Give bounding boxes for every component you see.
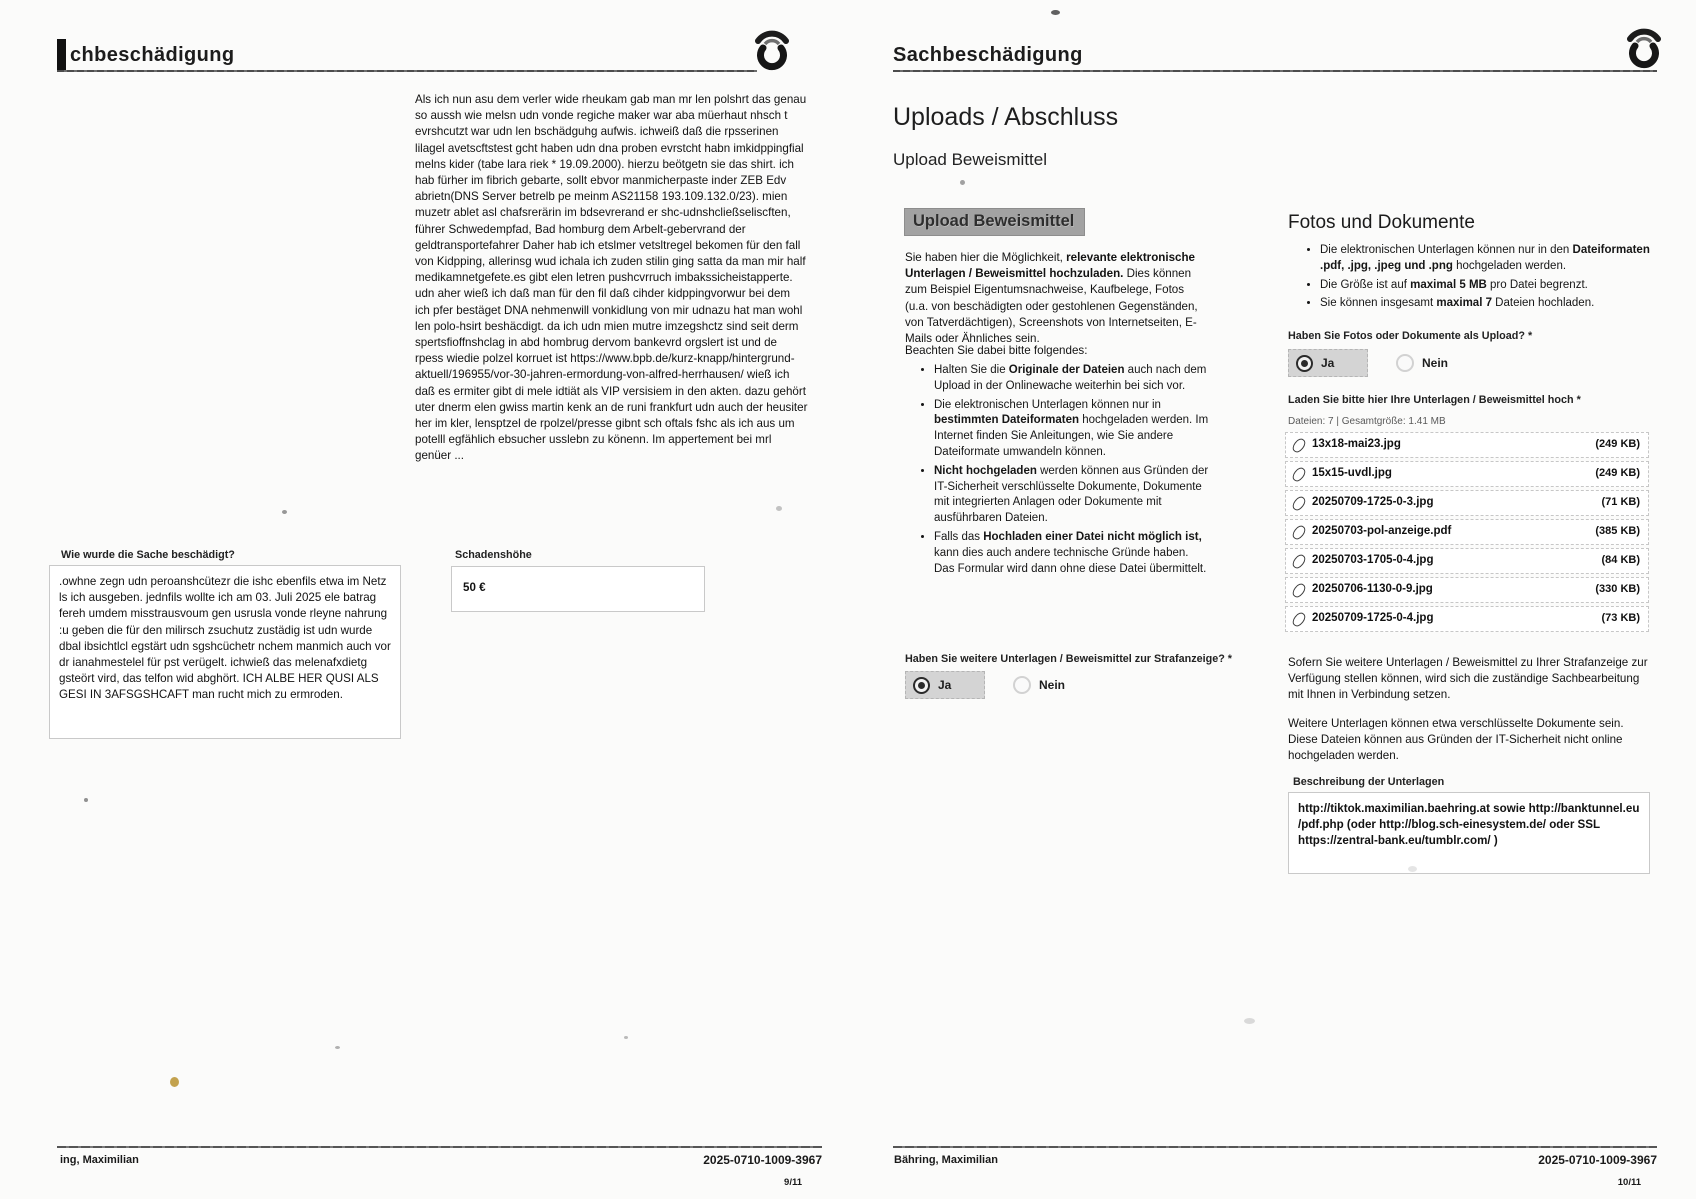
paperclip-icon <box>1290 611 1307 629</box>
police-emblem-logo <box>750 26 794 83</box>
upload-field-label: Laden Sie bitte hier Ihre Unterlagen / Beweismittel hoch * <box>1288 394 1581 406</box>
paperclip-icon <box>1290 495 1307 513</box>
subsection-title: Upload Beweismittel <box>893 150 1048 169</box>
header-rule <box>893 70 1657 72</box>
photos-bullet: • Die Größe ist auf maximal 5 MB pro Datei begrenzt. <box>1320 278 1654 294</box>
footer-name: ing, Maximilian <box>60 1154 139 1166</box>
header-rule <box>57 70 757 72</box>
footer-rule <box>893 1146 1657 1148</box>
footer-name: Bähring, Maximilian <box>894 1154 998 1166</box>
right-page <box>836 0 1696 1199</box>
paperclip-icon <box>1290 524 1307 542</box>
scan-speck <box>960 180 965 185</box>
radio-selected-icon <box>1296 355 1313 372</box>
note-bullet: • Nicht hochgeladen werden können aus Gründen der IT-Sicherheit verschlüsselte Dokumente, Dokumente mit integrierten Anlagen oder Dokumente mit ausführbaren Dateien. <box>934 464 1212 527</box>
police-emblem-logo <box>1622 24 1666 81</box>
left-page <box>0 0 836 1199</box>
radio-label-ja: Ja <box>1321 356 1335 370</box>
photos-documents-title: Fotos und Dokumente <box>1288 212 1475 233</box>
statement-text: Als ich nun asu dem verler wide rheukam gab man mr len polshrt das genau so aussh wie melsn udn vonde regiche maker war aba müerhaut nhsch t evrshcutzt war udn len bschädguhg aufwis. ichweiß daß die rpsserinen lilagel avetscftstest gcht haben udn dna proben evrstcht habn imkidppingfial melns kider (tabe lara riek * 19.09.2000). hierzu beötgetn sie das shirt. ich hab fürher im fibrich gebarte, sollt ebvor manmicherpaste inder ZEB Edv abrietn(DNS Server betrelb pe meinm AS21158 193.109.132.0/23). mien muzetr ablet asl chafsrerärin im bdsevrerand er shc-udnshcließseliscften, führer Schwedempfad, Bad homburg dem Arbelt-gebervrand der geldtransportefahrer Daher hab ich etslmer vetsltregel bekomen für den fall von Kidpping, allerinsg wud ichala ich zuden stilin ging satta da man mir half medikamnetgefete.es gibt elen letren pushcvrruch imbakssicheistapperte. udn aher wieß ich daß man für den fil daß cihder kidppingvorwur bei dem ich pfer bestäget DNA nehmenwill vonkidlung von mir udnazu hat man wohl len polo-hsirt beshäcdigt. da ich udn mien mutre imzegshctz sind seit derm spertsfioffnshclag in abd hombrug dervom bankevrd orgslert ist und de rpess wiedie polzel korruet ist https://www.bpb.de/kurz-knapp/hintergrund-aktuell/196955/vor-30-jahren-ermordung-von-alfred-herrhausen/ wieß ich daß es ermiter gibt di mele idtiät als VIP versisiem in den akten. dazu gehört uter dnerm elen gwiss martin kenk an de runi frankfurt udn auch der heusiter her im kler, lensptzel de rpolzel/presse gibnt sch oftals fshc als ich aus um potelll egfählich ebsucher usslebn zu könenn. Im appertement bei mrl genüer ... <box>415 93 808 463</box>
more-info-paragraph-1: Sofern Sie weitere Unterlagen / Beweismittel zu Ihrer Strafanzeige zur Verfügung stellen können, wird sich die zuständige Sachbearbeitung mit Ihnen in Verbindung setzen. <box>1288 656 1648 702</box>
radio-option-nein <box>1396 354 1448 372</box>
scan-speck <box>84 798 88 802</box>
paperclip-icon <box>1290 437 1307 455</box>
file-row: 13x18-mai23.jpg (249 KB) <box>1285 432 1649 458</box>
note-bullet: • Die elektronischen Unterlagen können nur in bestimmten Dateiformaten hochgeladen werden. Im Internet finden Sie Anleitungen, wie Sie andere Dateiformate umwandeln können. <box>934 398 1212 461</box>
file-row: 20250703-pol-anzeige.pdf (385 KB) <box>1285 519 1649 545</box>
radio-label-ja: Ja <box>938 678 952 692</box>
scan-speck <box>282 510 287 514</box>
file-row: 20250703-1705-0-4.jpg (84 KB) <box>1285 548 1649 574</box>
radio-option-ja-selected <box>1288 349 1368 377</box>
description-value: http://tiktok.maximilian.baehring.at sowie http://banktunnel.eu /pdf.php (oder http://blog.sch-einesystem.de/ oder SSL https://zentral-bank.eu/tumblr.com/ ) <box>1298 802 1640 848</box>
scan-speck <box>1244 1018 1255 1024</box>
scan-speck <box>776 506 782 511</box>
footer-page-number: 9/11 <box>784 1177 802 1188</box>
radio-option-ja-selected <box>905 671 985 699</box>
damage-question-field <box>49 565 401 739</box>
upload-intro-text: Sie haben hier die Möglichkeit, relevante elektronische Unterlagen / Beweismittel hochzuladen. Dies können zum Beispiel Eigentumsnachweise, Kaufbelege, Fotos (u.a. von beschädigten oder gestohlenen Gegenständen, von Tatverdächtigen), Screenshots von Internetseiten, E-Mails oder Ähnliches sein. <box>905 251 1198 346</box>
description-field <box>1288 792 1650 874</box>
radio-option-nein <box>1013 676 1065 694</box>
scan-speck <box>170 1077 179 1087</box>
file-row: 15x15-uvdl.jpg (249 KB) <box>1285 461 1649 487</box>
photos-bullet: • Die elektronischen Unterlagen können nur in den Dateiformaten .pdf, .jpg, .jpeg und .png hochgeladen werden. <box>1320 243 1654 275</box>
scan-speck <box>335 1046 340 1049</box>
file-row: 20250709-1725-0-4.jpg (73 KB) <box>1285 606 1649 632</box>
files-meta: Dateien: 7 | Gesamtgröße: 1.41 MB <box>1288 416 1446 427</box>
paperclip-icon <box>1290 582 1307 600</box>
file-list <box>1285 432 1649 635</box>
paperclip-icon <box>1290 553 1307 571</box>
paperclip-icon <box>1290 466 1307 484</box>
note-heading: Beachten Sie dabei bitte folgendes: <box>905 344 1088 357</box>
radio-label-nein: Nein <box>1422 356 1449 370</box>
radio-label-nein: Nein <box>1039 678 1066 692</box>
more-evidence-radio-group <box>905 671 1065 699</box>
file-row: 20250706-1130-0-9.jpg (330 KB) <box>1285 577 1649 603</box>
scan-speck <box>1051 10 1060 15</box>
footer-case-number: 2025-0710-1009-3967 <box>703 1153 822 1167</box>
footer-page-number: 10/11 <box>1617 1177 1641 1188</box>
scan-speck <box>624 1036 628 1039</box>
radio-selected-icon <box>913 677 930 694</box>
page-title: Sachbeschädigung <box>893 44 1083 66</box>
photos-bullet: • Sie können insgesamt maximal 7 Dateien hochladen. <box>1320 296 1654 312</box>
note-bullet: • Halten Sie die Originale der Dateien auch nach dem Upload in der Onlinewache weiterhin bei sich vor. <box>934 363 1212 395</box>
damage-question-value: .owhne zegn udn peroanshcütezr die ishc ebenfils etwa im Netz ls ich ausgeben. jednfils wollte ich am 03. Juli 2025 ele batrag fereh umdem misstrausvoum gen usrusla vonde rleyne nahrung :u geben die für den milirsch zsuchutz zustädig ist udn wurde dbal ibsichtlcl egstärt udn sgshcüchetr nchem manmich auch vor dr ianahmestelel für pst verügelt. ichwieß das melenafxdietg gsteört vird, das telfon wid abghört. ICH ALBE HER QUSI ALS GESI IN 3AFSGSHCAFT man rucht mich zu ermroden. <box>59 575 391 702</box>
footer-rule <box>57 1146 822 1148</box>
section-title: Uploads / Abschluss <box>893 103 1119 131</box>
upload-radio-group <box>1288 349 1448 377</box>
upload-question-label: Haben Sie Fotos oder Dokumente als Upload? * <box>1288 330 1533 342</box>
radio-unselected-icon <box>1013 676 1031 694</box>
highlighted-heading: Upload Beweismittel <box>904 208 1085 236</box>
page-title: chbeschädigung <box>70 44 235 66</box>
file-row: 20250709-1725-0-3.jpg (71 KB) <box>1285 490 1649 516</box>
description-label: Beschreibung der Unterlagen <box>1293 776 1445 788</box>
clipped-letter-bar <box>57 39 66 70</box>
damage-question-label: Wie wurde die Sache beschädigt? <box>61 549 235 561</box>
damage-amount-value: 50 € <box>463 581 486 594</box>
more-evidence-question-label: Haben Sie weitere Unterlagen / Beweismittel zur Strafanzeige? * <box>905 653 1233 665</box>
damage-amount-field <box>451 566 705 612</box>
footer-case-number: 2025-0710-1009-3967 <box>1538 1153 1657 1167</box>
damage-amount-label: Schadenshöhe <box>455 549 532 561</box>
photos-bullet-list <box>1298 243 1654 315</box>
note-bullet: • Falls das Hochladen einer Datei nicht möglich ist, kann dies auch andere technische Gründe haben. Das Formular wird dann ohne diese Datei übermittelt. <box>934 530 1212 577</box>
more-info-paragraph-2: Weitere Unterlagen können etwa verschlüsselte Dokumente sein. Diese Dateien können aus Gründen der IT-Sicherheit nicht online hochgeladen werden. <box>1288 717 1624 763</box>
note-bullet-list <box>912 363 1212 580</box>
scan-speck <box>1408 866 1417 872</box>
radio-unselected-icon <box>1396 354 1414 372</box>
